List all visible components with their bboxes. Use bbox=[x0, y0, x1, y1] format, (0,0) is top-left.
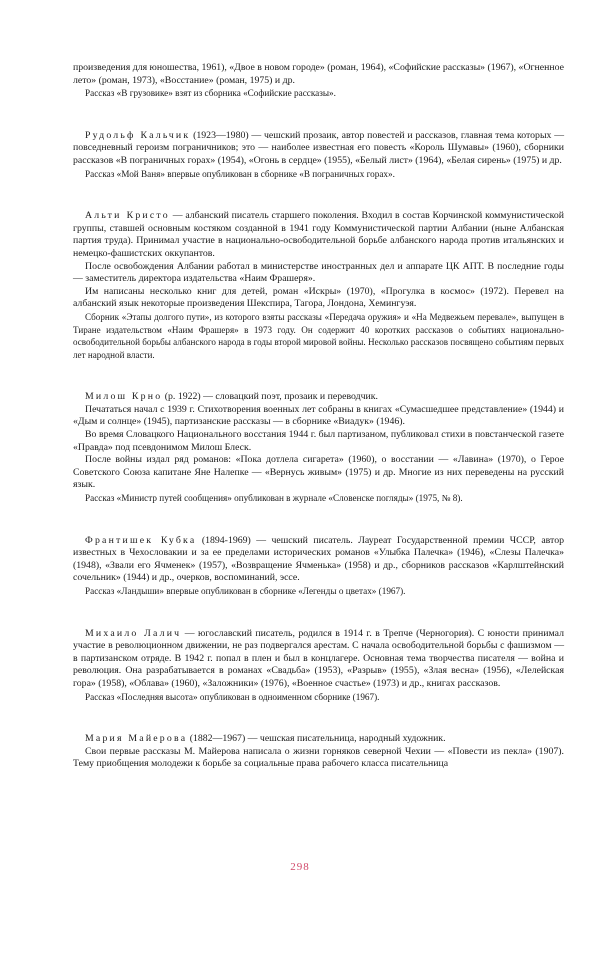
story-note: Рассказ «Последняя высота» опубликован в одноименном сборнике (1967). bbox=[85, 691, 380, 702]
paragraph: После войны издал ряд романов: «Пока дотлела сигарета» (1960), о восстании — «Лавина» (1970), о Герое Советского Союза капитане Яне Налепке — «Вернусь живым» (1975) и др. Многие из них переведены на русский язык. bbox=[73, 454, 564, 491]
entry-intro bbox=[73, 535, 564, 585]
author-name: Рудольф Кальчик bbox=[85, 129, 191, 141]
intro-text: (1882—1967) — чешская писательница, народный художник. bbox=[189, 733, 446, 745]
author-name: Михаило Лалич bbox=[85, 627, 182, 639]
paragraph: Сборник «Этапы долгого пути», из которого взяты рассказы «Передача оружия» и «На Медвежьем перевале», выпущен в Тиране издательством «Наим Фрашеря» в 1973 году. Он содержит 40 коротких рассказов о событиях национально-освободительной борьбы албанского народа в годы второй мировой войны. Несколько рассказов посвящено событиям первых лет народной власти. bbox=[73, 311, 564, 360]
entry-intro bbox=[73, 628, 564, 691]
story-note: Рассказ «В грузовике» взят из сборника «Софийские рассказы». bbox=[85, 88, 336, 99]
intro-text: — югославский писатель, родился в 1914 г. в Трепче (Черногория). С юности принимал участие в революционном движении, не раз подвергался арестам. С начала освободительной борьбы с фашизмом — в партизанском отряде. В 1942 г. попал в плен и был в концлагере. Основная тема творчества писателя — война и революция. Она разрабатывается в романах «Свадьба» (1953), «Разрыв» (1955), «Злая весна» (1956), «Лелейская гора» (1958), «Облава» (1960), «Заложники» (1976), «Военное счастье» (1973) и др., книгах рассказов. bbox=[73, 627, 564, 689]
entry-lalich bbox=[73, 628, 564, 704]
page-number: 298 bbox=[290, 861, 310, 873]
entry-intro bbox=[73, 391, 564, 404]
paragraph: После освобождения Албании работал в министерстве иностранных дел и аппарате ЦК АПТ. В последние годы — заместитель директора издательства «Наим Фрашеря». bbox=[73, 260, 564, 285]
entry-krno bbox=[73, 391, 564, 504]
intro-text: (1894-1969) — чешский писатель. Лауреат Государственной премии ЧССР, автор известных в Чехословакии и за ее пределами исторических романов «Улыбка Палечка» (1946), «Слезы Палечка» (1948), «Звали его Ячменек» (1957), «Возвращение Ячменька» (1958) и др., сборников рассказов «Карлштейнский сочельник» (1944) и др., очерков, воспоминаний, эссе. bbox=[73, 534, 565, 584]
author-name: Мария Майерова bbox=[85, 733, 188, 745]
paragraph: Свои первые рассказы М. Майерова написала о жизни горняков северной Чехии — «Повести из пекла» (1907). Тему приобщения молодежи к борьбе за социальные права рабочего класса писательница bbox=[73, 745, 564, 770]
intro-text: (1923—1980) — чешский прозаик, автор повестей и рассказов, главная тема которых — повседневный героизм пограничников; это — наиболее известная его повесть «Король Шумавы» (1960), сборники рассказов «В пограничных горах» (1954), «Огонь в сердце» (1955), «Белый лист» (1964), «Белая сирень» (1975) и др. bbox=[73, 129, 564, 166]
entry-kristo bbox=[73, 210, 564, 361]
paragraph: произведения для юношества, 1961), «Двое в новом городе» (роман, 1964), «Софийские рассказы» (1967), «Огненное лето» (роман, 1973), «Восстание» (роман, 1975) и др. bbox=[73, 62, 564, 86]
author-name: Альти Кристо bbox=[85, 210, 170, 222]
story-note: Рассказ «Министр путей сообщения» опубликован в журнале «Словенске погляды» (1975, № 8). bbox=[85, 493, 463, 504]
intro-text: (р. 1922) — словацкий поэт, прозаик и переводчик. bbox=[164, 391, 378, 403]
entry-continuation bbox=[73, 62, 564, 100]
entry-intro bbox=[73, 130, 564, 168]
entry-intro bbox=[73, 210, 564, 260]
story-note: Рассказ «Ландыши» впервые опубликован в сборнике «Легенды о цветах» (1967). bbox=[85, 586, 406, 596]
paragraph: Печататься начал с 1939 г. Стихотворения военных лет собраны в книгах «Сумасшедшее представление» (1944) и «Дым и солнце» (1945), партизанские рассказы — в сборнике «Виадук» (1946). bbox=[73, 403, 564, 428]
author-name: Франтишек Кубка bbox=[85, 534, 197, 546]
entry-intro bbox=[73, 733, 564, 746]
entry-kubka bbox=[73, 535, 564, 598]
entry-kalchik bbox=[73, 130, 564, 180]
author-name: Милош Крно bbox=[85, 391, 163, 403]
paragraph: Во время Словацкого Национального восстания 1944 г. был партизаном, публиковал стихи в повстанческой газете «Правда» под псевдонимом Милош Блеск. bbox=[73, 429, 564, 453]
paragraph: Им написаны несколько книг для детей, роман «Искры» (1970), «Прогулка в космос» (1972). Перевел на албанский язык некоторые произведения Шекспира, Тагора, Лондона, Хемингуэя. bbox=[73, 285, 564, 310]
intro-text: — албанский писатель старшего поколения. Входил в состав Корчинской коммунистической группы, ставшей основным костяком созданной в 1941 году Коммунистической партии Албании (ныне Албанская партия труда). Принимал участие в национально-освободительной борьбе албанского народа против итальянских и немецко-фашистских оккупантов. bbox=[73, 210, 565, 259]
story-note: Рассказ «Мой Ваня» впервые опубликован в сборнике «В пограничных горах». bbox=[85, 168, 395, 179]
entry-mayerova bbox=[73, 733, 564, 771]
